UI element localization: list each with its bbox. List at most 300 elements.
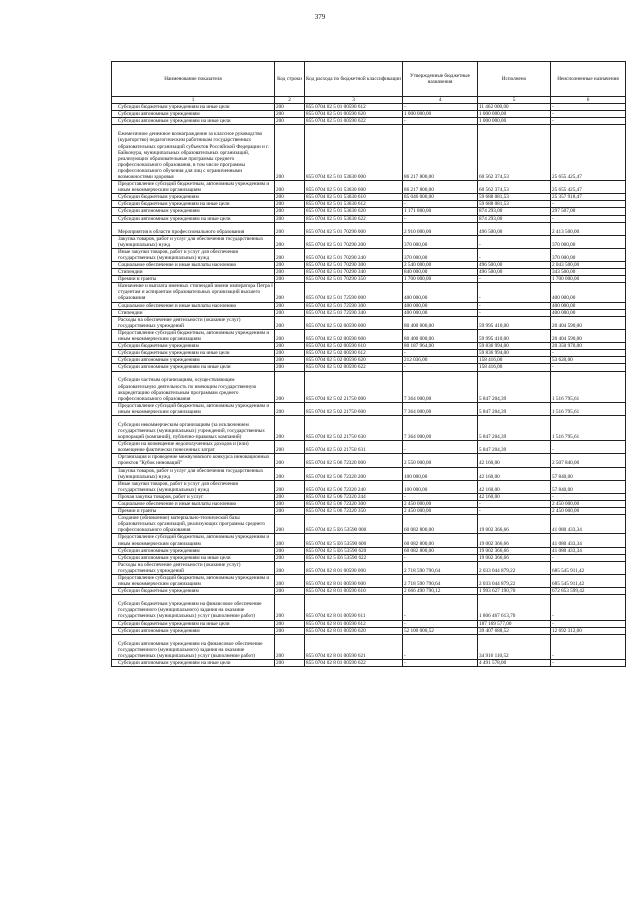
row-unexecuted-cell: 2 413 500,00 xyxy=(551,222,626,235)
row-name-cell: Мероприятия в области профессионального образования xyxy=(112,222,275,235)
row-classification-cell: 855 0704 02 8 01 00590 620 xyxy=(305,627,403,634)
table-row xyxy=(112,402,626,415)
row-classification-cell: 855 0704 02 5 01 53630 610 xyxy=(305,194,403,201)
row-unexecuted-cell: 672 853 599,42 xyxy=(551,588,626,595)
table-row xyxy=(112,547,626,554)
row-executed-cell: 1 806 467 613,70 xyxy=(478,595,551,620)
row-executed-cell: 39 407 688,52 xyxy=(478,627,551,634)
row-code-cell: 200 xyxy=(275,111,305,118)
row-executed-cell: 496 500,00 xyxy=(478,262,551,269)
row-code-cell: 200 xyxy=(275,343,305,350)
row-executed-cell: 496 500,00 xyxy=(478,269,551,276)
row-approved-cell: 212 036,00 xyxy=(403,357,478,364)
table-row xyxy=(112,515,626,534)
row-executed-cell: - xyxy=(478,276,551,283)
row-name-cell: Иные закупки товаров, работ и услуг для обеспечения государственных (муниципальных) нужд xyxy=(112,480,275,493)
row-approved-cell: 2 718 590 790,64 xyxy=(403,575,478,588)
column-header-classification: Код расхода по бюджетной классификации xyxy=(305,62,403,97)
row-classification-cell: 855 0704 02 5 01 72590 340 xyxy=(305,309,403,316)
row-approved-cell: 85 046 000,00 xyxy=(403,194,478,201)
table-row xyxy=(112,467,626,480)
row-code-cell: 200 xyxy=(275,371,305,402)
row-unexecuted-cell: - xyxy=(551,441,626,454)
table-row xyxy=(112,415,626,440)
row-code-cell: 200 xyxy=(275,125,305,181)
row-unexecuted-cell: - xyxy=(551,554,626,561)
row-approved-cell: 7 364 000,00 xyxy=(403,402,478,415)
row-code-cell: 200 xyxy=(275,235,305,248)
row-classification-cell: 855 0704 02 5 E6 53590 620 xyxy=(305,547,403,554)
row-approved-cell: 80 400 000,00 xyxy=(403,329,478,342)
row-executed-cell: 5 847 204,39 xyxy=(478,371,551,402)
column-header-name: Наименование показателя xyxy=(112,62,275,97)
row-unexecuted-cell: - xyxy=(551,634,626,659)
table-row xyxy=(112,561,626,574)
row-approved-cell: 60 082 800,00 xyxy=(403,547,478,554)
row-approved-cell: 370 000,00 xyxy=(403,248,478,261)
row-code-cell: 200 xyxy=(275,350,305,357)
row-approved-cell: - xyxy=(403,659,478,666)
row-approved-cell: 7 364 000,00 xyxy=(403,415,478,440)
row-unexecuted-cell: - xyxy=(551,364,626,371)
row-unexecuted-cell: 2 450 000,00 xyxy=(551,508,626,515)
table-row xyxy=(112,350,626,357)
table-row xyxy=(112,262,626,269)
column-number: 2 xyxy=(275,97,305,104)
row-classification-cell: 855 0704 02 5 01 70290 000 xyxy=(305,222,403,235)
row-approved-cell: 1 000 000,00 xyxy=(403,111,478,118)
row-classification-cell: 855 0704 02 5 02 00590 620 xyxy=(305,357,403,364)
row-executed-cell: - xyxy=(478,235,551,248)
row-executed-cell: 1 000 000,00 xyxy=(478,111,551,118)
row-unexecuted-cell: 370 000,00 xyxy=(551,235,626,248)
row-classification-cell: 855 0704 02 5 06 72320 350 xyxy=(305,508,403,515)
row-executed-cell: 158 416,00 xyxy=(478,357,551,364)
column-number: 3 xyxy=(305,97,403,104)
row-approved-cell: - xyxy=(403,104,478,111)
row-executed-cell: 59 995 410,00 xyxy=(478,329,551,342)
table-row xyxy=(112,316,626,329)
row-classification-cell: 855 0704 02 8 01 00590 622 xyxy=(305,659,403,666)
table-row xyxy=(112,215,626,222)
row-name-cell: Субсидии автономным учреждениям xyxy=(112,627,275,634)
row-classification-cell: 855 0704 02 5 01 53630 622 xyxy=(305,215,403,222)
row-name-cell: Субсидии автономным учреждениям на иные цели xyxy=(112,364,275,371)
table-row xyxy=(112,309,626,316)
row-unexecuted-cell: 1 516 795,61 xyxy=(551,371,626,402)
row-classification-cell: 855 0704 02 5 02 00590 612 xyxy=(305,350,403,357)
row-code-cell: 200 xyxy=(275,415,305,440)
row-classification-cell: 855 0704 02 5 01 70290 200 xyxy=(305,235,403,248)
row-name-cell: Субсидии автономным учреждениям на финансовое обеспечение государственного (муниципального) задания на оказание государственных (муниципальных) услуг (выполнение работ) xyxy=(112,634,275,659)
row-name-cell: Закупка товаров, работ и услуг для обеспечения государственных (муниципальных) нужд xyxy=(112,467,275,480)
table-row xyxy=(112,588,626,595)
row-code-cell: 200 xyxy=(275,588,305,595)
row-classification-cell: 855 0704 02 5 02 21750 631 xyxy=(305,441,403,454)
row-classification-cell: 855 0704 02 5 01 70290 350 xyxy=(305,276,403,283)
row-code-cell: 200 xyxy=(275,493,305,500)
row-code-cell: 200 xyxy=(275,595,305,620)
row-unexecuted-cell: - xyxy=(551,493,626,500)
row-approved-cell: - xyxy=(403,595,478,620)
row-unexecuted-cell: - xyxy=(551,215,626,222)
row-classification-cell: 855 0704 02 5 01 00590 620 xyxy=(305,111,403,118)
table-row xyxy=(112,634,626,659)
row-unexecuted-cell: - xyxy=(551,118,626,125)
table-row xyxy=(112,201,626,208)
row-classification-cell: 855 0704 02 5 02 21750 630 xyxy=(305,415,403,440)
row-name-cell: Иные закупки товаров, работ и услуг для обеспечения государственных (муниципальных) нужд xyxy=(112,248,275,261)
row-code-cell: 200 xyxy=(275,634,305,659)
row-code-cell: 200 xyxy=(275,262,305,269)
row-code-cell: 200 xyxy=(275,316,305,329)
row-code-cell: 200 xyxy=(275,194,305,201)
row-classification-cell: 855 0704 02 5 01 70290 300 xyxy=(305,262,403,269)
row-classification-cell: 855 0704 02 5 02 00590 600 xyxy=(305,329,403,342)
row-approved-cell: 840 000,00 xyxy=(403,269,478,276)
row-unexecuted-cell: 370 000,00 xyxy=(551,248,626,261)
row-executed-cell: 2 033 044 879,22 xyxy=(478,561,551,574)
row-code-cell: 200 xyxy=(275,547,305,554)
row-approved-cell: - xyxy=(403,554,478,561)
table-row xyxy=(112,595,626,620)
row-approved-cell: - xyxy=(403,118,478,125)
column-number-row xyxy=(112,97,626,104)
row-unexecuted-cell: 400 000,00 xyxy=(551,283,626,302)
row-approved-cell: - xyxy=(403,441,478,454)
row-name-cell: Субсидии автономным учреждениям xyxy=(112,357,275,364)
row-code-cell: 200 xyxy=(275,215,305,222)
row-classification-cell: 855 0704 02 5 E6 53590 000 xyxy=(305,515,403,534)
row-approved-cell: - xyxy=(403,201,478,208)
row-name-cell: Субсидии частным организациям, осуществляющим образовательную деятельность по имеющим государственную аккредитацию образовательным программам среднего профессионального образования xyxy=(112,371,275,402)
row-classification-cell: 855 0704 02 5 01 00590 622 xyxy=(305,118,403,125)
row-approved-cell: 52 100 000,52 xyxy=(403,627,478,634)
row-approved-cell: - xyxy=(403,364,478,371)
row-executed-cell: 187 169 577,00 xyxy=(478,620,551,627)
row-approved-cell: 1 171 800,00 xyxy=(403,208,478,215)
table-header-row xyxy=(112,62,626,97)
row-name-cell: Субсидии бюджетным учреждениям xyxy=(112,194,275,201)
row-classification-cell: 855 0704 02 5 06 72320 244 xyxy=(305,493,403,500)
row-unexecuted-cell: 685 545 911,42 xyxy=(551,575,626,588)
row-name-cell: Расходы на обеспечение деятельности (оказание услуг) государственных учреждений xyxy=(112,561,275,574)
row-approved-cell: - xyxy=(403,350,478,357)
row-unexecuted-cell: 2 043 500,00 xyxy=(551,262,626,269)
row-name-cell: Субсидии бюджетным учреждениям на иные цели xyxy=(112,620,275,627)
row-approved-cell: 100 000,00 xyxy=(403,467,478,480)
row-approved-cell: 80 187 964,00 xyxy=(403,343,478,350)
row-name-cell: Субсидии на возмещение недополученных доходов и (или) возмещение фактически понесенных затрат xyxy=(112,441,275,454)
row-classification-cell: 855 0704 02 5 02 00590 622 xyxy=(305,364,403,371)
row-code-cell: 200 xyxy=(275,515,305,534)
table-row xyxy=(112,627,626,634)
row-classification-cell: 855 0704 02 5 01 53630 600 xyxy=(305,181,403,194)
row-approved-cell: 2 550 000,00 xyxy=(403,454,478,467)
row-name-cell: Предоставление субсидий бюджетным, автономным учреждениям и иным некоммерческим организациям xyxy=(112,575,275,588)
row-name-cell: Социальное обеспечение и иные выплаты населению xyxy=(112,501,275,508)
row-code-cell: 200 xyxy=(275,309,305,316)
row-name-cell: Субсидии бюджетным учреждениям xyxy=(112,588,275,595)
row-unexecuted-cell: 1 516 795,61 xyxy=(551,415,626,440)
row-code-cell: 200 xyxy=(275,201,305,208)
row-unexecuted-cell: - xyxy=(551,350,626,357)
row-name-cell: Назначение и выплата именных стипендий имени императора Петра I студентам и аспирантам образовательных организаций высшего образования xyxy=(112,283,275,302)
row-approved-cell: - xyxy=(403,634,478,659)
row-unexecuted-cell: 297 507,00 xyxy=(551,208,626,215)
table-row xyxy=(112,343,626,350)
table-row xyxy=(112,283,626,302)
row-executed-cell: 496 500,00 xyxy=(478,222,551,235)
row-executed-cell: 19 002 366,66 xyxy=(478,534,551,547)
row-unexecuted-cell: 400 000,00 xyxy=(551,302,626,309)
row-code-cell: 200 xyxy=(275,357,305,364)
row-executed-cell: 42 160,00 xyxy=(478,467,551,480)
row-name-cell: Стипендии xyxy=(112,309,275,316)
row-code-cell: 200 xyxy=(275,575,305,588)
row-unexecuted-cell: 53 620,00 xyxy=(551,357,626,364)
row-executed-cell: 42 160,00 xyxy=(478,480,551,493)
table-row xyxy=(112,575,626,588)
table-row xyxy=(112,480,626,493)
row-unexecuted-cell: 41 080 433,34 xyxy=(551,515,626,534)
row-unexecuted-cell: 25 357 918,47 xyxy=(551,194,626,201)
table-row xyxy=(112,371,626,402)
row-executed-cell: - xyxy=(478,508,551,515)
row-executed-cell: 5 847 204,39 xyxy=(478,402,551,415)
row-executed-cell: 1 000 000,00 xyxy=(478,118,551,125)
row-classification-cell: 855 0704 02 5 01 53630 000 xyxy=(305,125,403,181)
column-header-row-code: Код строки xyxy=(275,62,305,97)
row-code-cell: 200 xyxy=(275,222,305,235)
row-unexecuted-cell: 400 000,00 xyxy=(551,309,626,316)
row-classification-cell: 855 0704 02 5 01 53630 620 xyxy=(305,208,403,215)
row-approved-cell: - xyxy=(403,493,478,500)
row-unexecuted-cell: - xyxy=(551,620,626,627)
row-unexecuted-cell: - xyxy=(551,659,626,666)
row-name-cell: Прочая закупка товаров, работ и услуг xyxy=(112,493,275,500)
row-classification-cell: 855 0704 02 5 01 70290 340 xyxy=(305,269,403,276)
column-header-executed: Исполнено xyxy=(478,62,551,97)
row-classification-cell: 855 0704 02 5 E6 53590 600 xyxy=(305,534,403,547)
row-code-cell: 200 xyxy=(275,501,305,508)
row-code-cell: 200 xyxy=(275,627,305,634)
table-row xyxy=(112,501,626,508)
column-number: 4 xyxy=(403,97,478,104)
row-executed-cell: 19 002 366,66 xyxy=(478,547,551,554)
row-approved-cell: 86 217 800,00 xyxy=(403,181,478,194)
row-unexecuted-cell: - xyxy=(551,595,626,620)
row-unexecuted-cell: 20 404 590,00 xyxy=(551,329,626,342)
row-code-cell: 200 xyxy=(275,283,305,302)
table-row xyxy=(112,659,626,666)
row-name-cell: Предоставление субсидий бюджетным, автономным учреждениям и иным некоммерческим организациям xyxy=(112,329,275,342)
table-row xyxy=(112,181,626,194)
row-executed-cell: 60 562 374,53 xyxy=(478,181,551,194)
row-code-cell: 200 xyxy=(275,454,305,467)
row-approved-cell: 2 910 000,00 xyxy=(403,222,478,235)
table-row xyxy=(112,235,626,248)
row-classification-cell: 855 0704 02 8 01 00590 600 xyxy=(305,575,403,588)
row-name-cell: Расходы на обеспечение деятельности (оказание услуг) государственных учреждений xyxy=(112,316,275,329)
row-name-cell: Стипендии xyxy=(112,269,275,276)
row-name-cell: Субсидии автономным учреждениям на иные цели xyxy=(112,659,275,666)
row-unexecuted-cell: - xyxy=(551,111,626,118)
row-approved-cell: 2 718 590 790,64 xyxy=(403,561,478,574)
row-approved-cell: 2 666 490 790,12 xyxy=(403,588,478,595)
row-code-cell: 200 xyxy=(275,441,305,454)
column-header-approved: Утвержденные бюджетные назначения xyxy=(403,62,478,97)
row-code-cell: 200 xyxy=(275,118,305,125)
row-executed-cell: 19 002 366,66 xyxy=(478,554,551,561)
row-name-cell: Субсидии некоммерческим организациям (за исключением государственных (муниципальных) учреждений, государственных корпораций (компаний), публично-правовых компаний) xyxy=(112,415,275,440)
row-name-cell: Субсидии бюджетным учреждениям на иные цели xyxy=(112,104,275,111)
row-name-cell: Субсидии бюджетным учреждениям на финансовое обеспечение государственного (муниципального) задания на оказание государственных (муниципальных) услуг (выполнение работ) xyxy=(112,595,275,620)
table-row xyxy=(112,111,626,118)
row-classification-cell: 855 0704 02 5 02 21750 600 xyxy=(305,402,403,415)
row-unexecuted-cell: 1 700 000,00 xyxy=(551,276,626,283)
row-approved-cell: 60 082 800,00 xyxy=(403,515,478,534)
table-row xyxy=(112,125,626,181)
row-classification-cell: 855 0704 02 5 02 00590 610 xyxy=(305,343,403,350)
row-executed-cell: - xyxy=(478,501,551,508)
table-row xyxy=(112,493,626,500)
row-name-cell: Субсидии бюджетным учреждениям на иные цели xyxy=(112,201,275,208)
row-code-cell: 200 xyxy=(275,659,305,666)
row-executed-cell: 59 688 081,53 xyxy=(478,194,551,201)
row-code-cell: 200 xyxy=(275,208,305,215)
row-code-cell: 200 xyxy=(275,276,305,283)
row-name-cell: Закупка товаров, работ и услуг для обеспечения государственных (муниципальных) нужд xyxy=(112,235,275,248)
row-classification-cell: 855 0704 02 5 01 53630 612 xyxy=(305,201,403,208)
table-row xyxy=(112,534,626,547)
column-number: 6 xyxy=(551,97,626,104)
table-row xyxy=(112,276,626,283)
row-executed-cell: 158 416,00 xyxy=(478,364,551,371)
row-unexecuted-cell: 41 080 433,34 xyxy=(551,547,626,554)
row-classification-cell: 855 0704 02 5 06 72320 000 xyxy=(305,454,403,467)
row-approved-cell: - xyxy=(403,215,478,222)
table-row xyxy=(112,118,626,125)
row-executed-cell: 59 995 410,00 xyxy=(478,316,551,329)
table-row xyxy=(112,620,626,627)
row-unexecuted-cell: 685 545 911,42 xyxy=(551,561,626,574)
row-classification-cell: 855 0704 02 5 06 72320 200 xyxy=(305,467,403,480)
page-number: 379 xyxy=(314,13,326,21)
row-executed-cell: 874 293,00 xyxy=(478,208,551,215)
row-unexecuted-cell: - xyxy=(551,104,626,111)
table-row xyxy=(112,508,626,515)
row-name-cell: Премии и гранты xyxy=(112,508,275,515)
row-approved-cell: 1 700 000,00 xyxy=(403,276,478,283)
row-name-cell: Субсидии автономным учреждениям на иные цели xyxy=(112,118,275,125)
row-executed-cell: - xyxy=(478,248,551,261)
row-name-cell: Субсидии автономным учреждениям xyxy=(112,208,275,215)
table-row xyxy=(112,269,626,276)
row-code-cell: 200 xyxy=(275,248,305,261)
row-executed-cell: 2 033 044 879,22 xyxy=(478,575,551,588)
row-executed-cell: 11 462 000,00 xyxy=(478,104,551,111)
row-approved-cell: 80 400 000,00 xyxy=(403,316,478,329)
row-approved-cell: 2 450 000,00 xyxy=(403,508,478,515)
row-name-cell: Предоставление субсидий бюджетным, автономным учреждениям и иным некоммерческим организациям xyxy=(112,181,275,194)
row-code-cell: 200 xyxy=(275,467,305,480)
row-approved-cell: 100 000,00 xyxy=(403,480,478,493)
table-row xyxy=(112,194,626,201)
row-name-cell: Социальное обеспечение и иные выплаты населению xyxy=(112,302,275,309)
column-number: 1 xyxy=(112,97,275,104)
table-row xyxy=(112,364,626,371)
row-approved-cell: 400 000,00 xyxy=(403,309,478,316)
row-unexecuted-cell: 1 516 795,61 xyxy=(551,402,626,415)
row-classification-cell: 855 0704 02 5 E6 53590 622 xyxy=(305,554,403,561)
row-name-cell: Организация и проведение межвузовского конкурса инновационных проектов "Кубок инноваций" xyxy=(112,454,275,467)
row-classification-cell: 855 0704 02 8 01 00590 000 xyxy=(305,561,403,574)
row-executed-cell: 4 491 578,00 xyxy=(478,659,551,666)
column-header-unexecuted: Неисполненные назначения xyxy=(551,62,626,97)
row-unexecuted-cell: 57 840,00 xyxy=(551,480,626,493)
table-row xyxy=(112,248,626,261)
row-classification-cell: 855 0704 02 5 02 00590 000 xyxy=(305,316,403,329)
row-code-cell: 200 xyxy=(275,329,305,342)
table-row xyxy=(112,554,626,561)
row-name-cell: Предоставление субсидий бюджетным, автономным учреждениям и иным некоммерческим организациям xyxy=(112,534,275,547)
row-name-cell: Субсидии автономным учреждениям xyxy=(112,111,275,118)
row-code-cell: 200 xyxy=(275,620,305,627)
row-classification-cell: 855 0704 02 5 01 70290 240 xyxy=(305,248,403,261)
row-executed-cell: 60 562 374,53 xyxy=(478,125,551,181)
row-unexecuted-cell: 2 450 000,00 xyxy=(551,501,626,508)
row-executed-cell: 1 993 627 190,70 xyxy=(478,588,551,595)
row-unexecuted-cell: 20 404 590,00 xyxy=(551,316,626,329)
budget-execution-table xyxy=(111,61,626,667)
row-executed-cell: - xyxy=(478,309,551,316)
row-executed-cell: 42 160,00 xyxy=(478,493,551,500)
row-code-cell: 200 xyxy=(275,534,305,547)
row-approved-cell: 2 540 000,00 xyxy=(403,262,478,269)
row-unexecuted-cell: - xyxy=(551,201,626,208)
column-number: 5 xyxy=(478,97,551,104)
row-name-cell: Субсидии автономным учреждениям на иные цели xyxy=(112,554,275,561)
row-name-cell: Субсидии автономным учреждениям xyxy=(112,547,275,554)
row-approved-cell: 400 000,00 xyxy=(403,283,478,302)
row-classification-cell: 855 0704 02 5 01 00590 612 xyxy=(305,104,403,111)
row-name-cell: Социальное обеспечение и иные выплаты населению xyxy=(112,262,275,269)
table-row xyxy=(112,329,626,342)
row-name-cell: Премии и гранты xyxy=(112,276,275,283)
row-code-cell: 200 xyxy=(275,554,305,561)
row-name-cell: Субсидии автономным учреждениям на иные цели xyxy=(112,215,275,222)
row-approved-cell: - xyxy=(403,620,478,627)
row-name-cell: Ежемесячное денежное вознаграждение за классное руководство (кураторство) педагогическим работникам государственных образовательных организаций субъектов Российской Федерации и г. Байконура, муниципальных образовательных организаций, реализующих образовательные программы среднего профессионального образования, в том числе программы профессионального обучения для лиц с ограниченными возможностями здоровья xyxy=(112,125,275,181)
row-executed-cell: 42 160,00 xyxy=(478,454,551,467)
table-row xyxy=(112,441,626,454)
table-row xyxy=(112,454,626,467)
row-executed-cell: 59 836 994,00 xyxy=(478,343,551,350)
row-unexecuted-cell: 2 507 840,00 xyxy=(551,454,626,467)
row-approved-cell: 2 450 000,00 xyxy=(403,501,478,508)
row-executed-cell: 59 836 994,00 xyxy=(478,350,551,357)
row-approved-cell: 370 000,00 xyxy=(403,235,478,248)
row-executed-cell: - xyxy=(478,283,551,302)
row-unexecuted-cell: 343 500,00 xyxy=(551,269,626,276)
row-executed-cell: 5 847 204,39 xyxy=(478,415,551,440)
row-executed-cell: 34 916 110,52 xyxy=(478,634,551,659)
table-row xyxy=(112,222,626,235)
row-executed-cell: 59 688 081,53 xyxy=(478,201,551,208)
row-approved-cell: 7 364 000,00 xyxy=(403,371,478,402)
row-code-cell: 200 xyxy=(275,364,305,371)
